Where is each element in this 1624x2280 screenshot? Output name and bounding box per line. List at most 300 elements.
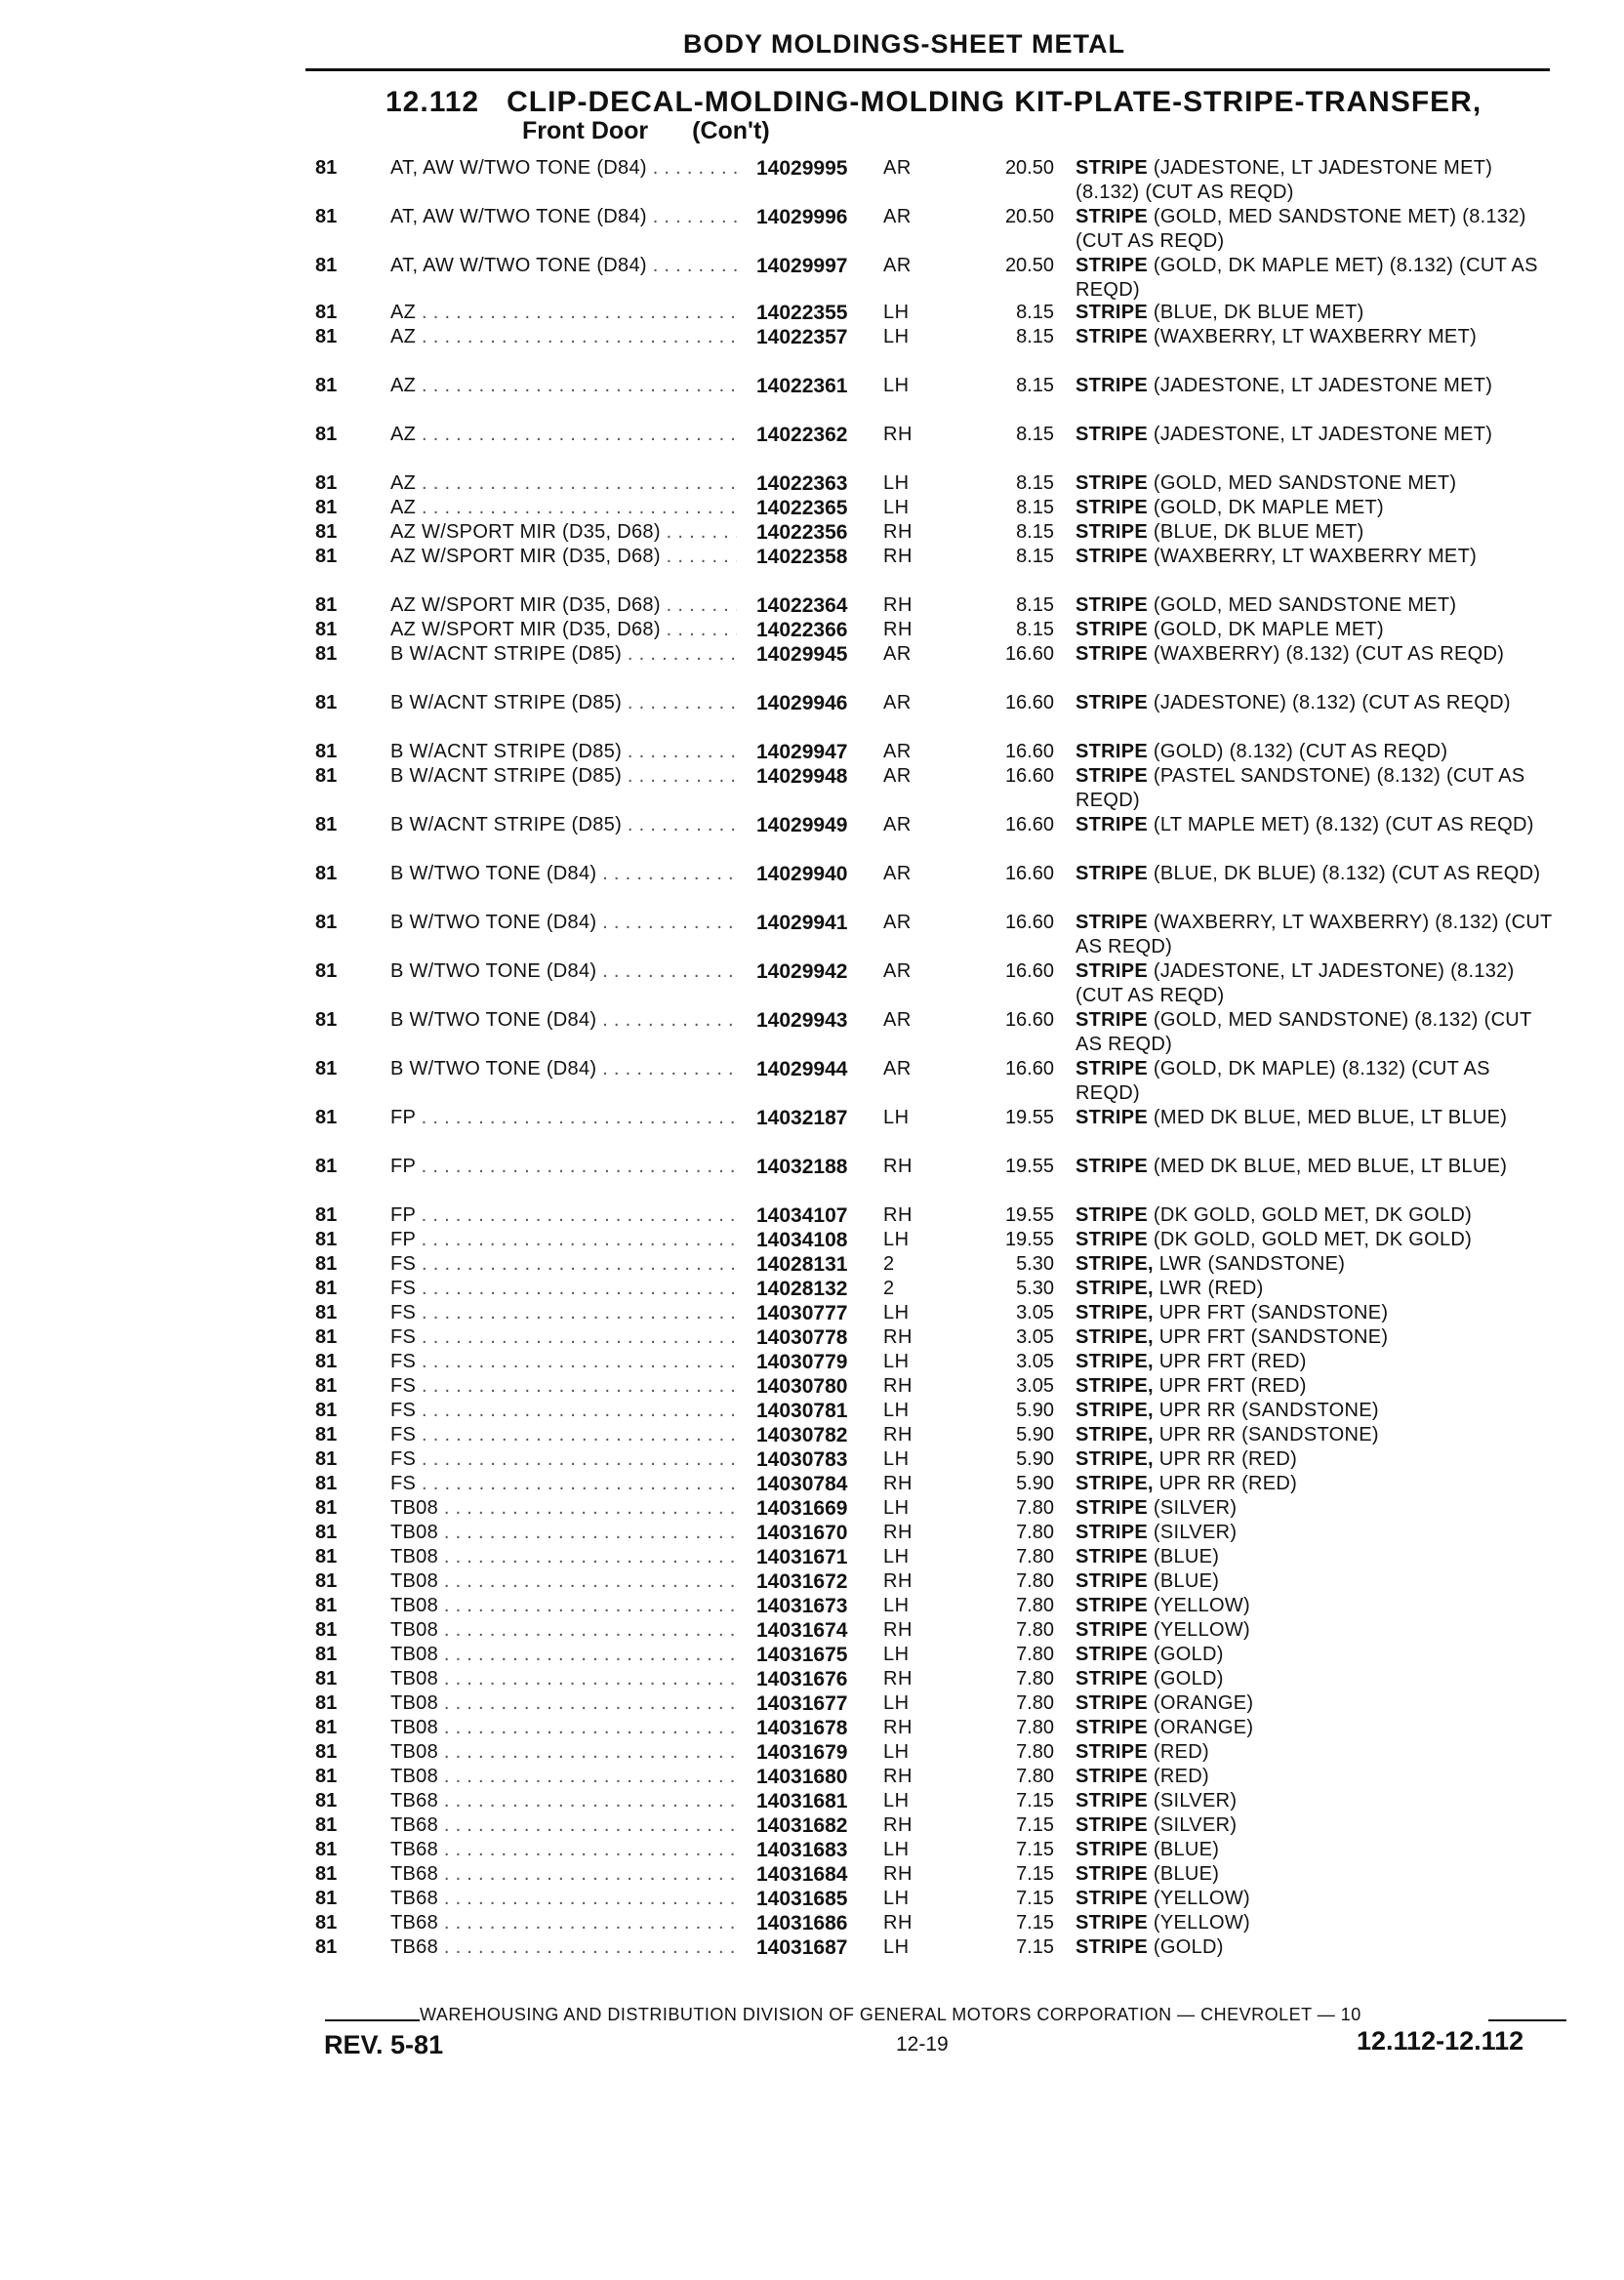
description-cell	[1076, 1472, 1554, 1496]
description-text: (MED DK BLUE, MED BLUE, LT BLUE)	[1153, 1107, 1508, 1128]
part-number-cell: 14032187	[753, 1106, 847, 1130]
side-cell: LH	[883, 1692, 910, 1714]
price-cell: 7.15	[1016, 1814, 1054, 1836]
side-cell: LH	[883, 375, 910, 396]
description-cell	[1076, 862, 1554, 886]
model-cell: AZ . . .	[390, 325, 737, 349]
description-cell	[1076, 1252, 1554, 1277]
price-cell: 8.15	[1016, 375, 1054, 396]
year-cell: 81	[315, 1278, 338, 1299]
description-cell	[1076, 205, 1554, 254]
description-keyword: STRIPE	[1076, 1619, 1149, 1641]
price-cell: 8.15	[1016, 619, 1054, 640]
description-text: (GOLD, DK MAPLE MET)	[1153, 497, 1384, 518]
model-cell: AZ W/SPORT MIR (D35, D68) . . .	[390, 520, 737, 545]
side-cell: RH	[883, 1375, 913, 1397]
model-cell: TB08 . . .	[390, 1691, 737, 1716]
model-cell: B W/ACNT STRIPE (D85) . . .	[390, 691, 737, 715]
model-cell: AT, AW W/TWO TONE (D84) . . .	[390, 254, 737, 278]
description-keyword: STRIPE	[1076, 1766, 1149, 1787]
year-cell: 81	[315, 1936, 338, 1958]
model-cell: AZ W/SPORT MIR (D35, D68) . . .	[390, 618, 737, 642]
side-cell: LH	[883, 302, 910, 323]
part-number-cell: 14030779	[753, 1350, 847, 1374]
part-number-cell: 14030777	[753, 1301, 847, 1325]
description-keyword: STRIPE	[1076, 1668, 1149, 1690]
description-cell	[1076, 374, 1554, 398]
side-cell: RH	[883, 521, 913, 543]
description-text: (PASTEL SANDSTONE) (8.132) (CUT AS REQD)	[1076, 765, 1525, 811]
year-cell: 81	[315, 1741, 338, 1763]
description-text: UPR RR (RED)	[1158, 1473, 1298, 1494]
description-text: (BLUE, DK BLUE) (8.132) (CUT AS REQD)	[1153, 863, 1541, 884]
year-cell: 81	[315, 497, 338, 518]
model-cell: FS . . .	[390, 1447, 737, 1472]
price-cell: 16.60	[1004, 741, 1054, 762]
price-cell: 7.80	[1016, 1692, 1054, 1714]
part-number-cell: 14031679	[753, 1740, 847, 1765]
description-keyword: STRIPE	[1076, 814, 1149, 835]
side-cell: LH	[883, 1302, 910, 1323]
year-cell: 81	[315, 960, 338, 982]
description-text: (MED DK BLUE, MED BLUE, LT BLUE)	[1153, 1156, 1508, 1177]
price-cell: 7.80	[1016, 1595, 1054, 1616]
description-keyword: STRIPE	[1076, 326, 1149, 347]
footer-revision: REV. 5-81	[324, 2030, 444, 2059]
description-text: (GOLD) (8.132) (CUT AS REQD)	[1153, 741, 1448, 762]
side-cell: RH	[883, 1619, 913, 1641]
description-cell	[1076, 1545, 1554, 1569]
part-number-cell: 14031677	[753, 1691, 847, 1716]
side-cell: RH	[883, 1570, 913, 1592]
description-keyword: STRIPE	[1076, 1204, 1149, 1226]
year-cell: 81	[315, 643, 338, 665]
part-number-cell: 14031675	[753, 1643, 847, 1667]
part-number-cell: 14030784	[753, 1472, 847, 1496]
description-text: (GOLD, MED SANDSTONE MET)	[1153, 594, 1457, 616]
model-cell: B W/TWO TONE (D84) . . .	[390, 1008, 737, 1033]
model-cell: TB08 . . .	[390, 1740, 737, 1765]
part-number-cell: 14030782	[753, 1423, 847, 1447]
price-cell: 8.15	[1016, 497, 1054, 518]
description-keyword: STRIPE	[1076, 206, 1149, 227]
model-cell: FS . . .	[390, 1472, 737, 1496]
description-cell	[1076, 1350, 1554, 1374]
part-number-cell: 14029996	[753, 205, 847, 229]
year-cell: 81	[315, 1253, 338, 1275]
part-number-cell: 14031684	[753, 1862, 847, 1887]
description-cell	[1076, 1887, 1554, 1911]
footer-division: WAREHOUSING AND DISTRIBUTION DIVISION OF GENERAL MOTORS CORPORATION — CHEVROLET — 10	[420, 2005, 1361, 2024]
model-cell: FS . . .	[390, 1374, 737, 1399]
description-cell	[1076, 1399, 1554, 1423]
description-text: UPR RR (SANDSTONE)	[1158, 1400, 1379, 1421]
year-cell: 81	[315, 1156, 338, 1177]
price-cell: 5.90	[1016, 1400, 1054, 1421]
year-cell: 81	[315, 1522, 338, 1543]
description-keyword: STRIPE	[1076, 521, 1149, 543]
price-cell: 7.80	[1016, 1766, 1054, 1787]
part-number-cell: 14031676	[753, 1667, 847, 1691]
side-cell: LH	[883, 497, 910, 518]
price-cell: 5.90	[1016, 1473, 1054, 1494]
price-cell: 19.55	[1004, 1204, 1054, 1226]
part-number-cell: 14031687	[753, 1935, 847, 1960]
side-cell: AR	[883, 741, 912, 762]
model-cell: TB08 . . .	[390, 1716, 737, 1740]
description-cell	[1076, 1374, 1554, 1399]
part-number-cell: 14031682	[753, 1813, 847, 1838]
description-text: (JADESTONE, LT JADESTONE MET)	[1153, 375, 1493, 396]
description-keyword: STRIPE	[1076, 1644, 1149, 1665]
description-keyword: STRIPE	[1076, 1912, 1149, 1934]
price-cell: 3.05	[1016, 1326, 1054, 1348]
model-cell: TB68 . . .	[390, 1789, 737, 1813]
description-cell	[1076, 1057, 1554, 1106]
side-cell: AR	[883, 206, 912, 227]
side-cell: AR	[883, 643, 912, 665]
section-subtitle: Front Door	[522, 117, 649, 144]
footer-rule-left	[325, 2019, 420, 2021]
section-number: 12.112	[386, 86, 480, 118]
price-cell: 16.60	[1004, 912, 1054, 933]
description-text: (GOLD, DK MAPLE) (8.132) (CUT AS REQD)	[1076, 1058, 1490, 1104]
description-cell	[1076, 545, 1554, 569]
part-number-cell: 14030783	[753, 1447, 847, 1472]
part-number-cell: 14022362	[753, 423, 847, 447]
side-cell: LH	[883, 1107, 910, 1128]
part-number-cell: 14030778	[753, 1325, 847, 1350]
year-cell: 81	[315, 1107, 338, 1128]
year-cell: 81	[315, 1400, 338, 1421]
part-number-cell: 14029946	[753, 691, 847, 715]
part-number-cell: 14032188	[753, 1155, 847, 1179]
part-number-cell: 14031669	[753, 1496, 847, 1521]
description-keyword: STRIPE,	[1076, 1400, 1154, 1421]
side-cell: LH	[883, 1936, 910, 1958]
side-cell: LH	[883, 1546, 910, 1568]
description-cell	[1076, 1691, 1554, 1716]
year-cell: 81	[315, 765, 338, 787]
part-number-cell: 14030781	[753, 1399, 847, 1423]
description-text: (WAXBERRY, LT WAXBERRY MET)	[1153, 326, 1478, 347]
year-cell: 81	[315, 521, 338, 543]
description-text: (SILVER)	[1153, 1522, 1238, 1543]
part-number-cell: 14031670	[753, 1521, 847, 1545]
description-keyword: STRIPE	[1076, 1497, 1149, 1519]
side-cell: LH	[883, 1888, 910, 1909]
price-cell: 5.90	[1016, 1424, 1054, 1445]
description-cell	[1076, 520, 1554, 545]
description-cell	[1076, 1521, 1554, 1545]
side-cell: LH	[883, 1497, 910, 1519]
year-cell: 81	[315, 326, 338, 347]
description-cell	[1076, 1789, 1554, 1813]
year-cell: 81	[315, 1790, 338, 1812]
side-cell: 2	[883, 1278, 895, 1299]
description-cell	[1076, 1911, 1554, 1935]
part-number-cell: 14034107	[753, 1203, 847, 1228]
year-cell: 81	[315, 472, 338, 494]
year-cell: 81	[315, 1497, 338, 1519]
year-cell: 81	[315, 1717, 338, 1738]
part-number-cell: 14031686	[753, 1911, 847, 1935]
side-cell: RH	[883, 424, 913, 445]
model-cell: AZ . . .	[390, 471, 737, 496]
description-text: (GOLD, MED SANDSTONE MET)	[1153, 472, 1457, 494]
description-cell	[1076, 593, 1554, 618]
description-text: (BLUE)	[1153, 1546, 1220, 1568]
side-cell: RH	[883, 1766, 913, 1787]
part-number-cell: 14028132	[753, 1277, 847, 1301]
price-cell: 7.80	[1016, 1668, 1054, 1690]
footer-section-range: 12.112-12.112	[1357, 2026, 1524, 2056]
year-cell: 81	[315, 1009, 338, 1031]
model-cell: TB68 . . .	[390, 1887, 737, 1911]
model-cell: TB08 . . .	[390, 1496, 737, 1521]
side-cell: LH	[883, 1644, 910, 1665]
price-cell: 8.15	[1016, 326, 1054, 347]
side-cell: AR	[883, 692, 912, 713]
side-cell: AR	[883, 255, 912, 276]
model-cell: B W/ACNT STRIPE (D85) . . .	[390, 740, 737, 764]
description-text: (ORANGE)	[1153, 1692, 1254, 1714]
part-number-cell: 14029941	[753, 911, 847, 935]
part-number-cell: 14029940	[753, 862, 847, 886]
description-keyword: STRIPE	[1076, 424, 1149, 445]
description-keyword: STRIPE	[1076, 472, 1149, 494]
description-cell	[1076, 1618, 1554, 1643]
price-cell: 16.60	[1004, 1009, 1054, 1031]
side-cell: RH	[883, 546, 913, 567]
year-cell: 81	[315, 157, 338, 179]
price-cell: 16.60	[1004, 692, 1054, 713]
description-text: (JADESTONE, LT JADESTONE MET) (8.132) (CUT AS REQD)	[1076, 157, 1493, 203]
description-keyword: STRIPE	[1076, 302, 1149, 323]
description-text: (BLUE)	[1153, 1863, 1220, 1885]
year-cell: 81	[315, 594, 338, 616]
model-cell: TB08 . . .	[390, 1569, 737, 1594]
description-text: (GOLD, MED SANDSTONE MET) (8.132) (CUT AS REQD)	[1076, 206, 1526, 252]
description-cell	[1076, 471, 1554, 496]
price-cell: 7.15	[1016, 1936, 1054, 1958]
price-cell: 7.80	[1016, 1546, 1054, 1568]
description-cell	[1076, 1203, 1554, 1228]
model-cell: FP . . .	[390, 1228, 737, 1252]
description-cell	[1076, 1228, 1554, 1252]
description-keyword: STRIPE	[1076, 594, 1149, 616]
year-cell: 81	[315, 1814, 338, 1836]
price-cell: 7.15	[1016, 1912, 1054, 1934]
description-cell	[1076, 1667, 1554, 1691]
description-text: (DK GOLD, GOLD MET, DK GOLD)	[1153, 1229, 1473, 1250]
description-text: (BLUE, DK BLUE MET)	[1153, 521, 1364, 543]
description-text: (YELLOW)	[1153, 1619, 1250, 1641]
description-cell	[1076, 1594, 1554, 1618]
description-cell	[1076, 1106, 1554, 1130]
price-cell: 3.05	[1016, 1351, 1054, 1372]
price-cell: 7.80	[1016, 1619, 1054, 1641]
model-cell: FP . . .	[390, 1106, 737, 1130]
description-cell	[1076, 959, 1554, 1008]
side-cell: LH	[883, 1790, 910, 1812]
description-keyword: STRIPE	[1076, 741, 1149, 762]
side-cell: RH	[883, 1668, 913, 1690]
year-cell: 81	[315, 1692, 338, 1714]
price-cell: 7.80	[1016, 1717, 1054, 1738]
price-cell: 16.60	[1004, 643, 1054, 665]
year-cell: 81	[315, 619, 338, 640]
description-text: (GOLD, DK MAPLE MET)	[1153, 619, 1384, 640]
description-keyword: STRIPE	[1076, 375, 1149, 396]
side-cell: RH	[883, 1156, 913, 1177]
description-text: (SILVER)	[1153, 1814, 1238, 1836]
price-cell: 8.15	[1016, 424, 1054, 445]
description-keyword: STRIPE	[1076, 960, 1149, 982]
year-cell: 81	[315, 1668, 338, 1690]
model-cell: AZ . . .	[390, 301, 737, 325]
description-keyword: STRIPE,	[1076, 1278, 1154, 1299]
price-cell: 7.80	[1016, 1570, 1054, 1592]
description-keyword: STRIPE,	[1076, 1448, 1154, 1470]
description-cell	[1076, 911, 1554, 959]
description-text: (GOLD)	[1153, 1668, 1224, 1690]
footer-rule-right	[1488, 2019, 1566, 2021]
description-cell	[1076, 1301, 1554, 1325]
model-cell: TB08 . . .	[390, 1643, 737, 1667]
description-keyword: STRIPE	[1076, 1936, 1149, 1958]
year-cell: 81	[315, 1863, 338, 1885]
description-text: (SILVER)	[1153, 1497, 1238, 1519]
description-cell	[1076, 1447, 1554, 1472]
year-cell: 81	[315, 1351, 338, 1372]
year-cell: 81	[315, 1570, 338, 1592]
description-text: (DK GOLD, GOLD MET, DK GOLD)	[1153, 1204, 1473, 1226]
description-cell	[1076, 1765, 1554, 1789]
description-keyword: STRIPE	[1076, 692, 1149, 713]
description-text: UPR FRT (SANDSTONE)	[1158, 1326, 1389, 1348]
price-cell: 7.15	[1016, 1790, 1054, 1812]
description-keyword: STRIPE	[1076, 912, 1149, 933]
year-cell: 81	[315, 1766, 338, 1787]
section-title: CLIP-DECAL-MOLDING-MOLDING KIT-PLATE-STRIPE-TRANSFER,	[507, 86, 1482, 118]
description-text: (SILVER)	[1153, 1790, 1238, 1812]
side-cell: AR	[883, 1058, 912, 1079]
price-cell: 3.05	[1016, 1375, 1054, 1397]
description-cell	[1076, 1155, 1554, 1179]
description-text: (YELLOW)	[1153, 1595, 1250, 1616]
description-keyword: STRIPE	[1076, 1229, 1149, 1250]
model-cell: B W/TWO TONE (D84) . . .	[390, 862, 737, 886]
price-cell: 7.80	[1016, 1741, 1054, 1763]
description-keyword: STRIPE	[1076, 1546, 1149, 1568]
year-cell: 81	[315, 912, 338, 933]
description-cell	[1076, 1838, 1554, 1862]
description-keyword: STRIPE	[1076, 1058, 1149, 1079]
description-keyword: STRIPE	[1076, 765, 1149, 787]
price-cell: 8.15	[1016, 594, 1054, 616]
description-keyword: STRIPE,	[1076, 1326, 1154, 1348]
side-cell: AR	[883, 814, 912, 835]
year-cell: 81	[315, 814, 338, 835]
description-text: LWR (RED)	[1158, 1278, 1264, 1299]
side-cell: AR	[883, 960, 912, 982]
description-keyword: STRIPE	[1076, 1595, 1149, 1616]
description-text: (YELLOW)	[1153, 1888, 1250, 1909]
price-cell: 7.80	[1016, 1644, 1054, 1665]
part-number-cell: 14029943	[753, 1008, 847, 1033]
part-number-cell: 14029997	[753, 254, 847, 278]
description-keyword: STRIPE	[1076, 1522, 1149, 1543]
price-cell: 20.50	[1004, 206, 1054, 227]
description-text: UPR FRT (SANDSTONE)	[1158, 1302, 1389, 1323]
price-cell: 3.05	[1016, 1302, 1054, 1323]
description-keyword: STRIPE	[1076, 1839, 1149, 1860]
price-cell: 20.50	[1004, 255, 1054, 276]
price-cell: 16.60	[1004, 765, 1054, 787]
part-number-cell: 14031683	[753, 1838, 847, 1862]
year-cell: 81	[315, 1644, 338, 1665]
part-number-cell: 14022356	[753, 520, 847, 545]
model-cell: B W/TWO TONE (D84) . . .	[390, 911, 737, 935]
side-cell: LH	[883, 326, 910, 347]
part-number-cell: 14022364	[753, 593, 847, 618]
side-cell: RH	[883, 1204, 913, 1226]
price-cell: 19.55	[1004, 1107, 1054, 1128]
model-cell: AT, AW W/TWO TONE (D84) . . .	[390, 156, 737, 181]
part-number-cell: 14031678	[753, 1716, 847, 1740]
description-keyword: STRIPE	[1076, 643, 1149, 665]
part-number-cell: 14029942	[753, 959, 847, 984]
price-cell: 19.55	[1004, 1156, 1054, 1177]
description-cell	[1076, 301, 1554, 325]
part-number-cell: 14022361	[753, 374, 847, 398]
description-keyword: STRIPE	[1076, 1107, 1149, 1128]
model-cell: AZ . . .	[390, 374, 737, 398]
description-keyword: STRIPE	[1076, 255, 1149, 276]
part-number-cell: 14022358	[753, 545, 847, 569]
model-cell: AT, AW W/TWO TONE (D84) . . .	[390, 205, 737, 229]
price-cell: 7.15	[1016, 1888, 1054, 1909]
year-cell: 81	[315, 1424, 338, 1445]
description-cell	[1076, 1716, 1554, 1740]
part-number-cell: 14022365	[753, 496, 847, 520]
description-keyword: STRIPE,	[1076, 1473, 1154, 1494]
description-cell	[1076, 325, 1554, 349]
description-cell	[1076, 642, 1554, 667]
model-cell: TB08 . . .	[390, 1594, 737, 1618]
description-keyword: STRIPE,	[1076, 1253, 1154, 1275]
description-text: LWR (SANDSTONE)	[1158, 1253, 1346, 1275]
part-number-cell: 14030780	[753, 1374, 847, 1399]
year-cell: 81	[315, 1619, 338, 1641]
description-text: (BLUE)	[1153, 1570, 1220, 1592]
part-number-cell: 14031671	[753, 1545, 847, 1569]
description-cell	[1076, 618, 1554, 642]
price-cell: 7.80	[1016, 1497, 1054, 1519]
side-cell: LH	[883, 1839, 910, 1860]
part-number-cell: 14031685	[753, 1887, 847, 1911]
description-cell	[1076, 254, 1554, 303]
side-cell: AR	[883, 1009, 912, 1031]
year-cell: 81	[315, 1229, 338, 1250]
side-cell: AR	[883, 157, 912, 179]
price-cell: 16.60	[1004, 863, 1054, 884]
price-cell: 16.60	[1004, 1058, 1054, 1079]
model-cell: FS . . .	[390, 1301, 737, 1325]
description-cell	[1076, 740, 1554, 764]
model-cell: FS . . .	[390, 1252, 737, 1277]
